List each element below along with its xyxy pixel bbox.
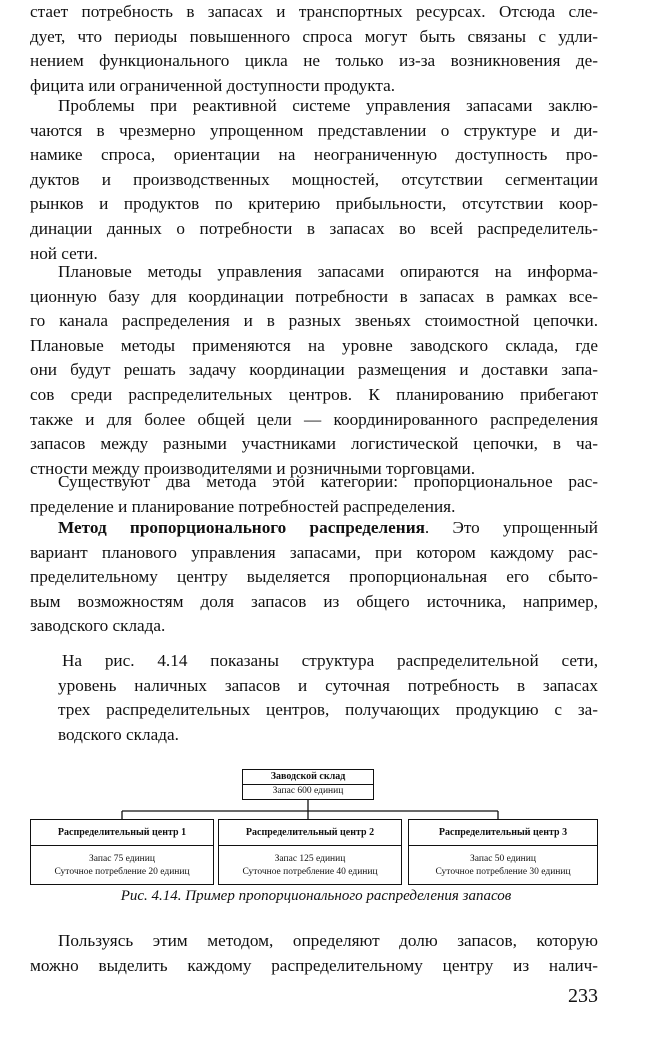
text-line: сов среди распределительных центров. К планированию прибегают bbox=[30, 384, 598, 404]
text-line: пределение и планирование потребностей распределения. bbox=[30, 496, 456, 516]
center-title: Распределительный центр 2 bbox=[245, 827, 375, 838]
text-line: ной сети. bbox=[30, 243, 98, 263]
paragraph-6 bbox=[58, 649, 598, 747]
text-line: На рис. 4.14 показаны структура распределительной сети, bbox=[62, 651, 598, 670]
text-line: рынков и продуктов по критерию прибыльности, отсутствии коор- bbox=[30, 194, 598, 214]
text-line: намике спроса, ориентации на неограниченную доступность про- bbox=[30, 145, 598, 165]
paragraph-5 bbox=[30, 516, 598, 639]
text-line: чаются в чрезмерно упрощенном представлении о структуре и ди- bbox=[30, 120, 598, 140]
paragraph-3 bbox=[30, 260, 598, 481]
paragraph-1 bbox=[30, 0, 598, 98]
warehouse-title: Заводской склад bbox=[270, 771, 346, 782]
center-title: Распределительный центр 3 bbox=[438, 827, 568, 838]
text-line: Плановые методы применяются на уровне заводского склада, где bbox=[30, 335, 598, 355]
text-line: дуктов и производственных мощностей, отсутствии сегментации bbox=[30, 169, 598, 189]
text-line: вым возможностям доля запасов из общего источника, например, bbox=[30, 591, 598, 611]
term-bold: Метод пропорционального распределения bbox=[58, 518, 425, 537]
text-line: стает потребность в запасах и транспортных ресурсах. Отсюда сле- bbox=[30, 2, 598, 21]
center-stock: Запас 50 единиц bbox=[470, 854, 536, 864]
paragraph-7 bbox=[30, 929, 598, 978]
page-number: 233 bbox=[568, 985, 598, 1007]
text-line: заводского склада. bbox=[30, 616, 166, 636]
figure-caption: Рис. 4.14. Пример пропорционального распределения запасов bbox=[120, 888, 512, 904]
text-line: Существуют два метода этой категории: пропорциональное рас- bbox=[58, 472, 598, 491]
paragraph-4 bbox=[30, 470, 598, 519]
center-demand: Суточное потребление 40 единиц bbox=[242, 867, 378, 877]
center-demand: Суточное потребление 30 единиц bbox=[435, 867, 571, 877]
center-stock: Запас 125 единиц bbox=[274, 854, 346, 864]
text-line: трех распределительных центров, получающих продукцию с за- bbox=[58, 700, 598, 720]
text-line: пределительному центру выделяется пропорциональная его сбыто- bbox=[30, 567, 598, 587]
text-line: Пользуясь этим методом, определяют долю запасов, которую bbox=[58, 931, 598, 950]
text-run: . Это упрощенный bbox=[424, 518, 598, 537]
warehouse-box bbox=[242, 769, 374, 800]
center-box-1 bbox=[30, 819, 214, 885]
text-line: уровень наличных запасов и суточная потребность в запасах bbox=[58, 675, 598, 695]
center-demand: Суточное потребление 20 единиц bbox=[54, 867, 190, 877]
text-line: можно выделить каждому распределительному центру из налич- bbox=[30, 955, 598, 975]
center-stock: Запас 75 единиц bbox=[89, 854, 155, 864]
text-line: динации данных о потребности в запасах во всей распределитель- bbox=[30, 218, 598, 238]
center-title: Распределительный центр 1 bbox=[57, 827, 187, 838]
text-line: Проблемы при реактивной системе управления запасами заклю- bbox=[58, 96, 598, 115]
text-line bbox=[30, 516, 598, 541]
text-line: водского склада. bbox=[58, 724, 179, 744]
distribution-network-diagram bbox=[30, 767, 602, 887]
center-box-2 bbox=[218, 819, 402, 885]
text-line: нением функционального цикла не только из-за возникновения де- bbox=[30, 51, 598, 71]
paragraph-2 bbox=[30, 94, 598, 266]
text-line: вариант планового управления запасами, при котором каждому рас- bbox=[30, 542, 598, 562]
text-line: ционную базу для координации потребности в запасах в рамках все- bbox=[30, 286, 598, 306]
text-line: стности между производителями и розничными торговцами. bbox=[30, 458, 476, 478]
warehouse-stock: Запас 600 единиц bbox=[272, 786, 344, 796]
text-line: го канала распределения и в разных звеньях стоимостной цепочки. bbox=[30, 311, 598, 331]
text-line: запасов между разными участниками логистической цепочки, в ча- bbox=[30, 434, 598, 454]
text-line: Плановые методы управления запасами опираются на информа- bbox=[58, 262, 598, 281]
center-box-3 bbox=[408, 819, 598, 885]
text-line: фицита или ограниченной доступности продукта. bbox=[30, 75, 395, 95]
text-line: дует, что периоды повышенного спроса могут быть связаны с удли- bbox=[30, 26, 598, 46]
text-line: они будут решать задачу координации размещения и доставки запа- bbox=[30, 360, 598, 380]
text-line: также и для более общей цели — координированного распределения bbox=[30, 409, 598, 429]
